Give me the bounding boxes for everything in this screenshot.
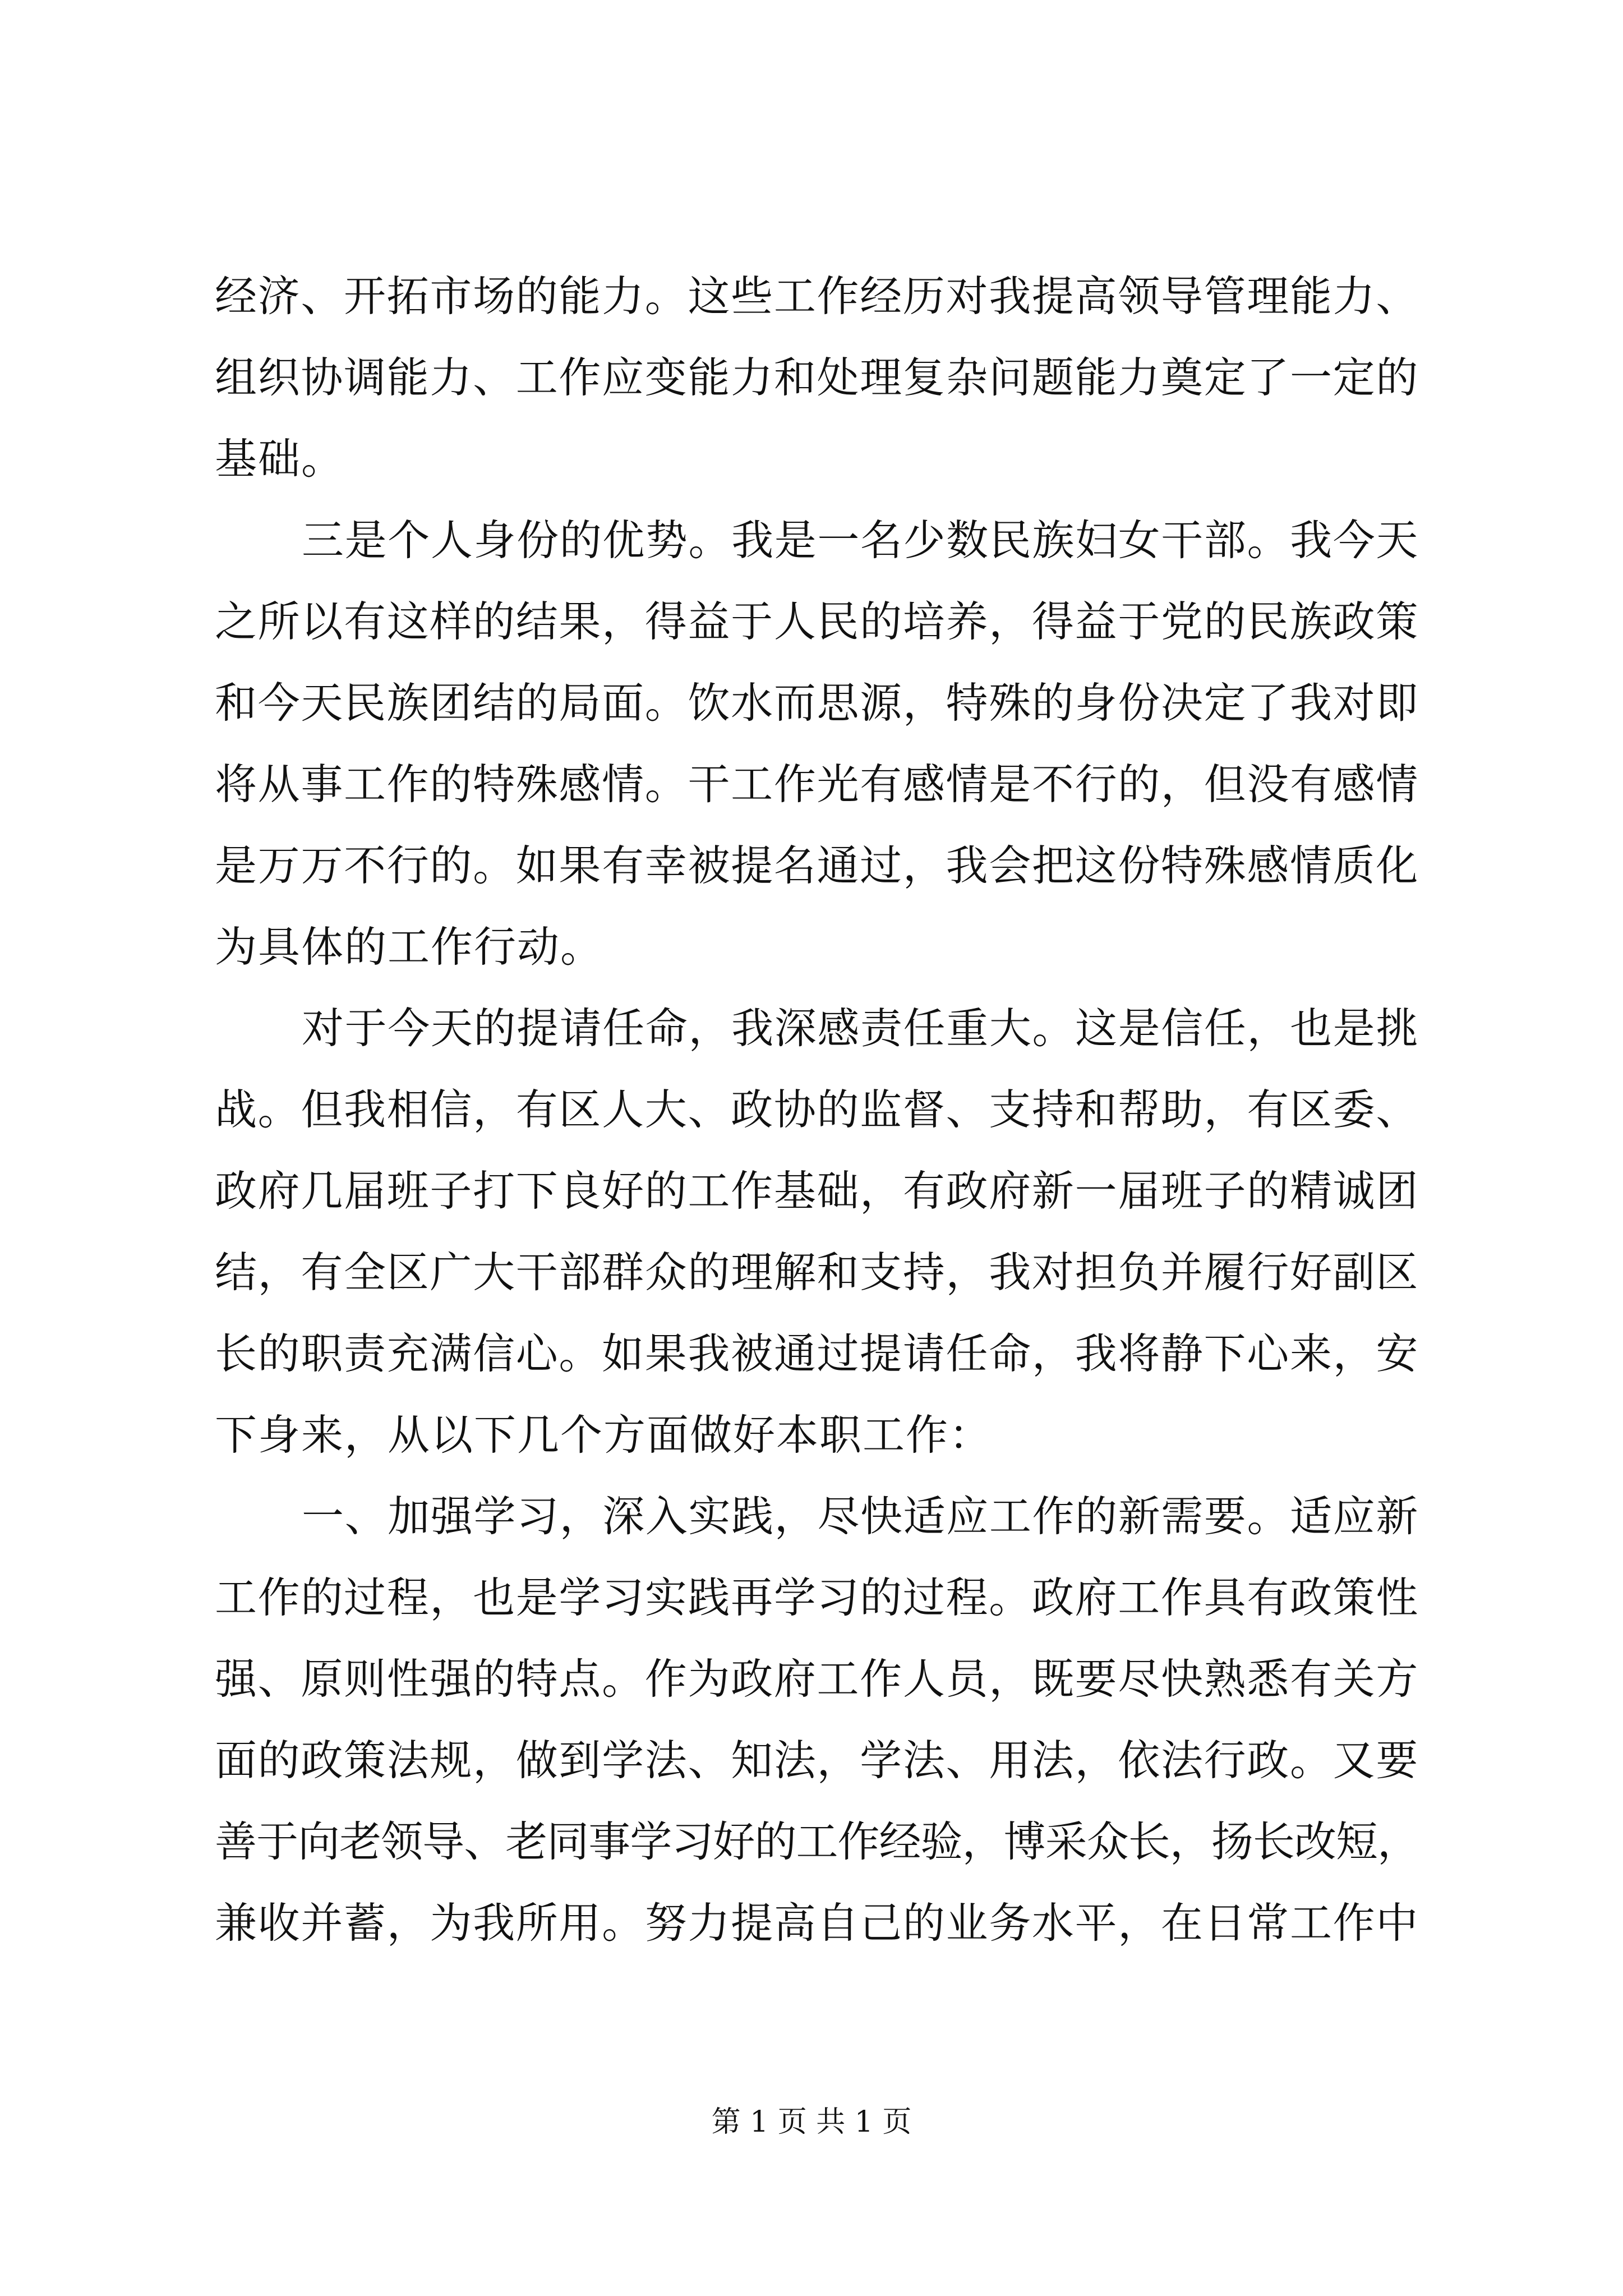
body-text-line: 工作的过程，也是学习实践再学习的过程。政府工作具有政策性 — [215, 1573, 1419, 1622]
paragraph-first-line: 对于今天的提请任命，我深感责任重大。这是信任，也是挑 — [302, 1004, 1419, 1053]
body-text-line: 结，有全区广大干部群众的理解和支持，我对担负并履行好副区 — [215, 1248, 1419, 1297]
body-text-line: 善于向老领导、老同事学习好的工作经验，博采众长，扬长改短， — [215, 1817, 1419, 1866]
body-text-line: 和今天民族团结的局面。饮水而思源，特殊的身份决定了我对即 — [215, 678, 1419, 728]
body-text-line: 政府几届班子打下良好的工作基础，有政府新一届班子的精诚团 — [215, 1166, 1419, 1216]
body-text-line: 基础。 — [215, 434, 345, 484]
body-text-line: 长的职责充满信心。如果我被通过提请任命，我将静下心来，安 — [215, 1329, 1419, 1378]
body-text-line: 经济、开拓市场的能力。这些工作经历对我提高领导管理能力、 — [215, 272, 1419, 321]
body-text-line: 强、原则性强的特点。作为政府工作人员，既要尽快熟悉有关方 — [215, 1654, 1419, 1704]
body-text-line: 下身来，从以下几个方面做好本职工作： — [215, 1410, 993, 1460]
body-text-line: 组织协调能力、工作应变能力和处理复杂问题能力奠定了一定的 — [215, 353, 1419, 402]
body-text-line: 兼收并蓄，为我所用。努力提高自己的业务水平，在日常工作中 — [215, 1898, 1419, 1948]
page-number-footer: 第 1 页 共 1 页 — [711, 2105, 912, 2139]
body-text-line: 为具体的工作行动。 — [215, 922, 604, 972]
body-text-line: 将从事工作的特殊感情。干工作光有感情是不行的，但没有感情 — [215, 760, 1419, 809]
body-text-line: 之所以有这样的结果，得益于人民的培养，得益于党的民族政策 — [215, 597, 1419, 646]
paragraph-first-line: 三是个人身份的优势。我是一名少数民族妇女干部。我今天 — [302, 516, 1419, 565]
paragraph-first-line: 一、加强学习，深入实践，尽快适应工作的新需要。适应新 — [302, 1492, 1419, 1541]
body-text-line: 战。但我相信，有区人大、政协的监督、支持和帮助，有区委、 — [215, 1085, 1419, 1134]
body-text-line: 是万万不行的。如果有幸被提名通过，我会把这份特殊感情质化 — [215, 841, 1419, 890]
body-text-line: 面的政策法规，做到学法、知法，学法、用法，依法行政。又要 — [215, 1736, 1419, 1785]
